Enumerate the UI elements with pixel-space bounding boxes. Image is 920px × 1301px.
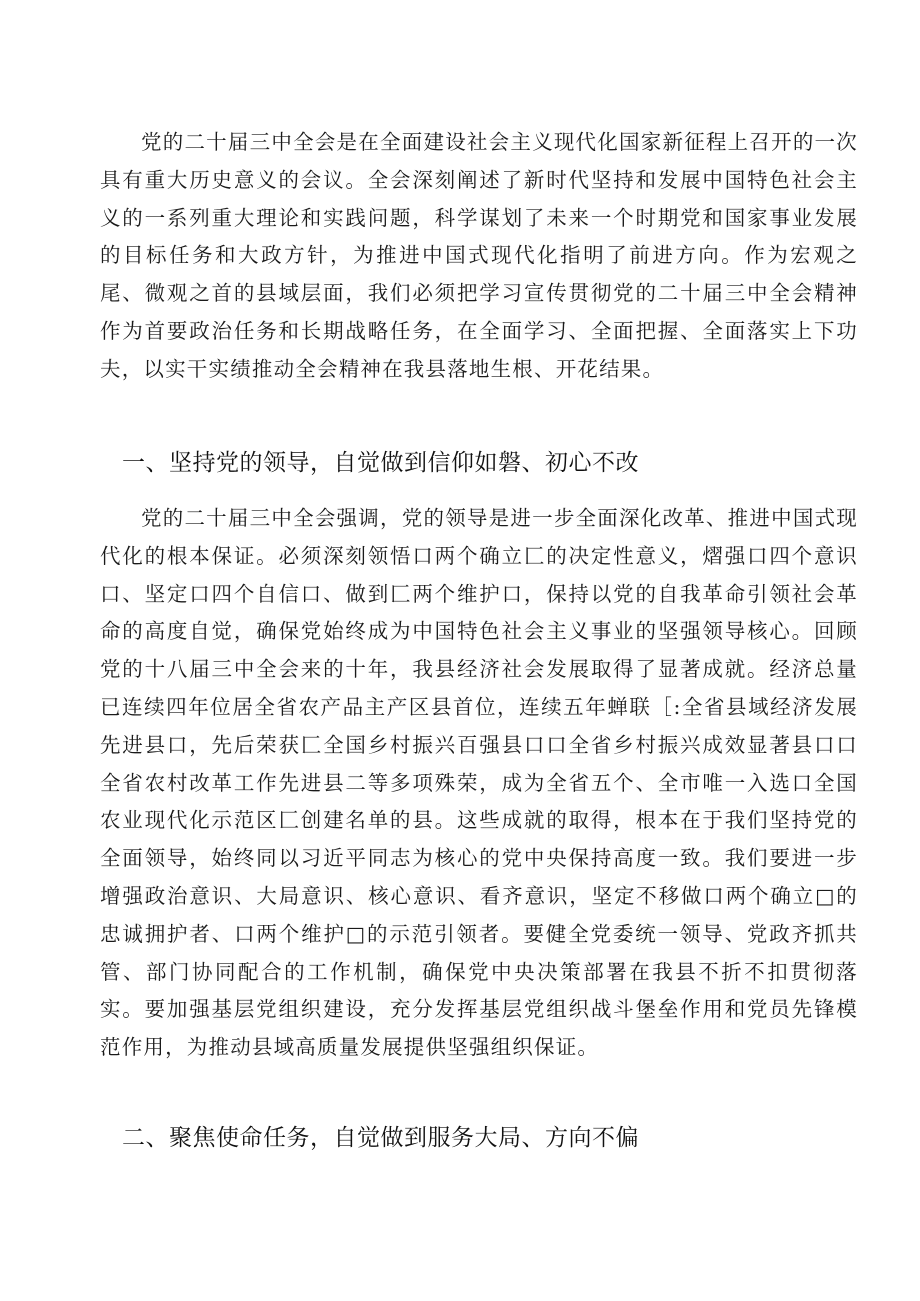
section-heading-one: 一、坚持党的领导，自觉做到信仰如磐、初心不改 <box>122 450 639 476</box>
section-heading-two: 二、聚焦使命任务，自觉做到服务大局、方向不偏 <box>122 1125 639 1151</box>
section-one-paragraph: 党的二十届三中全会强调，党的领导是进一步全面深化改革、推进中国式现代化的根本保证。必须深刻领悟口两个确立匚的决定性意义，熠强口四个意识口、坚定口四个自信口、做到匚两个维护口，保持以党的自我革命引领社会革命的高度自觉，确保党始终成为中国特色社会主义事业的坚强领导核心。回顾党的十八届三中全会来的十年，我县经济社会发展取得了显著成就。经济总量已连续四年位居全省农产品主产区县首位，连续五年蝉联［:全省县域经济发展先进县口，先后荣获匚全国乡村振兴百强县口口全省乡村振兴成效显著县口口全省农村改革工作先进县二等多项殊荣，成为全省五个、全市唯一入选口全国农业现代化示范区匚创建名单的县。这些成就的取得，根本在于我们坚持党的全面领导，始终同以习近平同志为核心的党中央保持高度一致。我们要进一步增强政治意识、大局意识、核心意识、看齐意识，坚定不移做口两个确立□的忠诚拥护者、口两个维护□的示范引领者。要健全党委统一领导、党政齐抓共管、部门协同配合的工作机制，确保党中央决策部署在我县不折不扣贯彻落实。要加强基层党组织建设，充分发挥基层党组织战斗堡垒作用和党员先锋模范作用，为推动县域高质量发展提供坚强组织保证。 <box>100 506 858 1060</box>
intro-paragraph: 党的二十届三中全会是在全面建设社会主义现代化国家新征程上召开的一次具有重大历史意义的会议。全会深刻阐述了新时代坚持和发展中国特色社会主义的一系列重大理论和实践问题，科学谋划了未来一个时期党和国家事业发展的目标任务和大政方针，为推进中国式现代化指明了前进方向。作为宏观之尾、微观之首的县域层面，我们必须把学习宣传贯彻党的二十届三中全会精神作为首要政治任务和长期战略任务，在全面学习、全面把握、全面落实上下功夫，以实干实绩推动全会精神在我县落地生根、开花结果。 <box>100 130 858 381</box>
